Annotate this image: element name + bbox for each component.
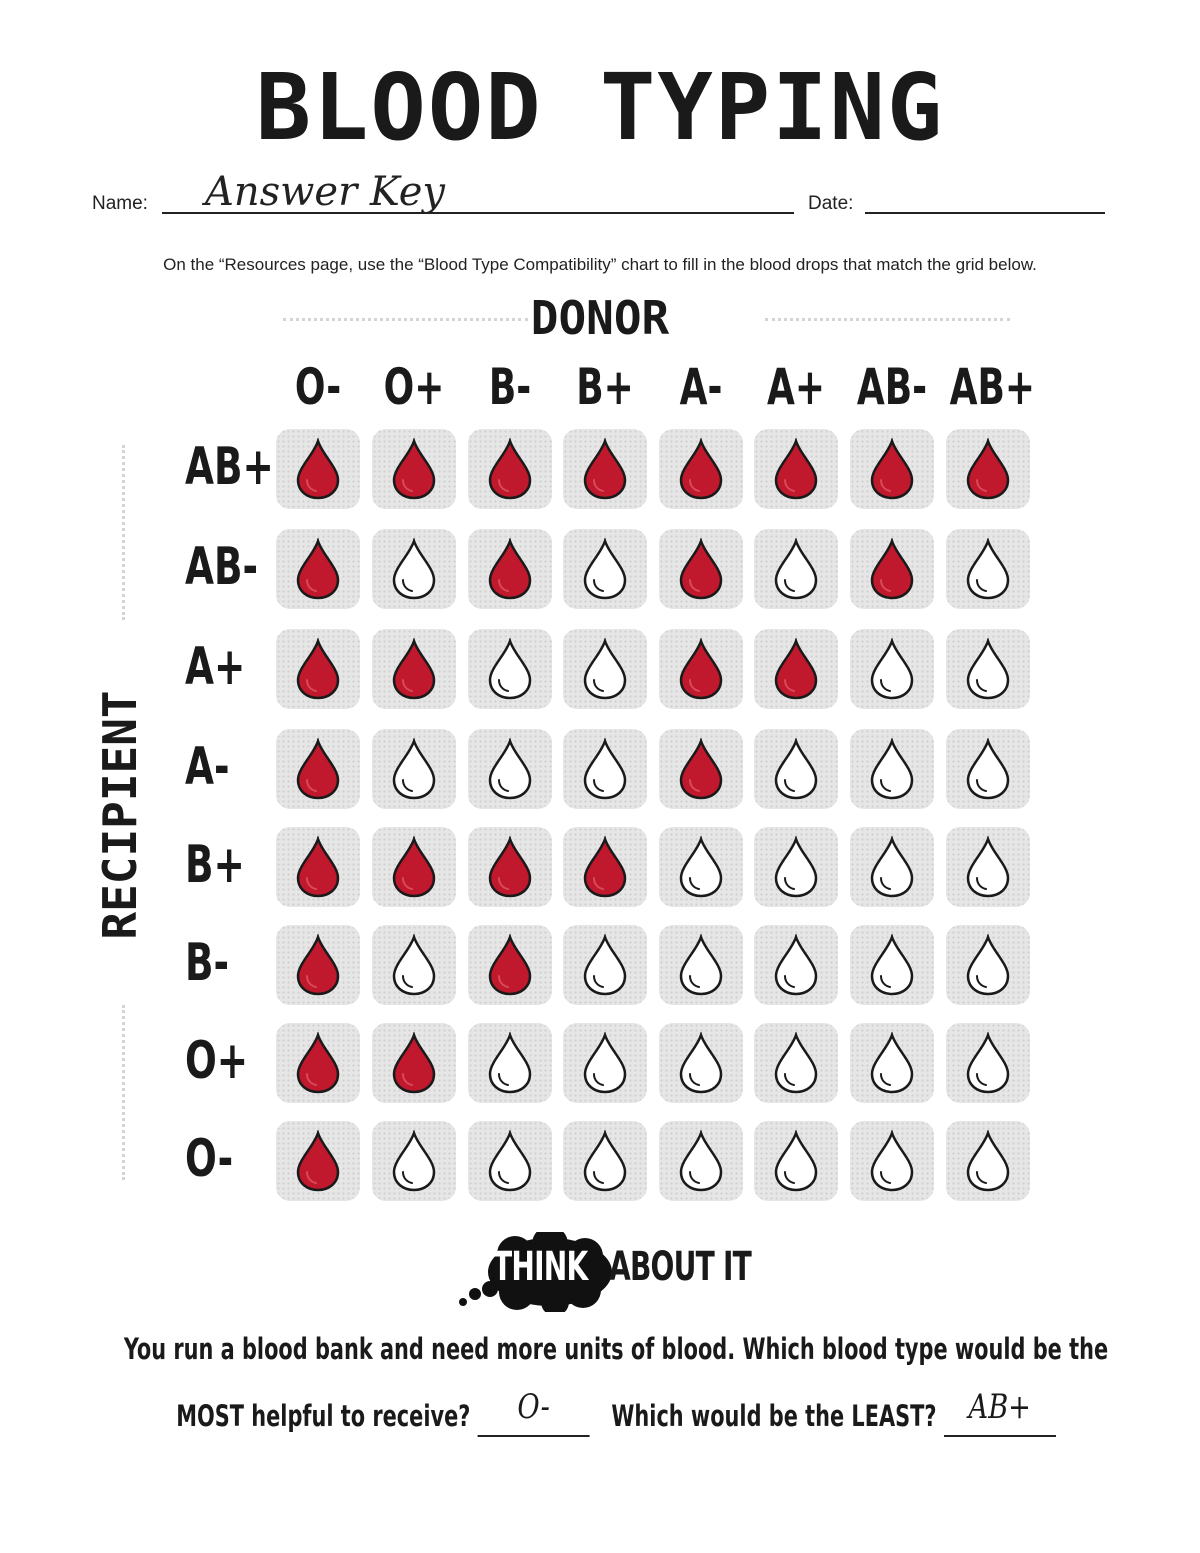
empty-blood-drop-icon: [773, 538, 819, 600]
empty-blood-drop-icon: [869, 638, 915, 700]
empty-blood-drop-icon: [582, 1032, 628, 1094]
blood-drop-cell[interactable]: [563, 1121, 647, 1201]
blood-drop-cell[interactable]: [372, 529, 456, 609]
empty-blood-drop-icon: [582, 934, 628, 996]
blood-drop-cell[interactable]: [659, 1121, 743, 1201]
donor-divider-right: [765, 318, 1010, 321]
blood-drop-cell[interactable]: [563, 1023, 647, 1103]
filled-blood-drop-icon: [295, 438, 341, 500]
donor-type-header: B-: [488, 358, 532, 416]
blood-drop-cell[interactable]: [276, 827, 360, 907]
donor-type-header: A-: [679, 358, 723, 416]
answer-least: AB+: [968, 1387, 1031, 1427]
name-label: Name:: [92, 193, 148, 214]
recipient-type-header: B-: [185, 933, 230, 993]
name-value: Answer Key: [205, 169, 445, 215]
filled-blood-drop-icon: [295, 1130, 341, 1192]
empty-blood-drop-icon: [965, 836, 1011, 898]
empty-blood-drop-icon: [965, 1032, 1011, 1094]
blood-drop-cell[interactable]: [659, 429, 743, 509]
filled-blood-drop-icon: [295, 1032, 341, 1094]
instructions-text: On the “Resources page, use the “Blood Type Compatibility” chart to fill in the blood drops that match the grid below.: [163, 255, 1037, 274]
filled-blood-drop-icon: [678, 538, 724, 600]
recipient-divider-bottom: [122, 1005, 125, 1180]
donor-heading: DONOR: [530, 291, 670, 345]
donor-type-header: AB+: [949, 358, 1036, 416]
blood-drop-cell[interactable]: [946, 827, 1030, 907]
blood-drop-cell[interactable]: [946, 429, 1030, 509]
blood-drop-cell[interactable]: [946, 925, 1030, 1005]
empty-blood-drop-icon: [582, 1130, 628, 1192]
filled-blood-drop-icon: [295, 638, 341, 700]
filled-blood-drop-icon: [869, 538, 915, 600]
filled-blood-drop-icon: [678, 638, 724, 700]
empty-blood-drop-icon: [869, 836, 915, 898]
empty-blood-drop-icon: [678, 1032, 724, 1094]
blood-drop-cell[interactable]: [563, 729, 647, 809]
blood-drop-cell[interactable]: [659, 827, 743, 907]
blood-drop-cell[interactable]: [850, 1023, 934, 1103]
blood-drop-cell[interactable]: [850, 429, 934, 509]
blood-drop-cell[interactable]: [372, 827, 456, 907]
empty-blood-drop-icon: [678, 1130, 724, 1192]
empty-blood-drop-icon: [773, 934, 819, 996]
blood-drop-cell[interactable]: [850, 629, 934, 709]
donor-type-header: B+: [576, 358, 634, 416]
empty-blood-drop-icon: [965, 934, 1011, 996]
empty-blood-drop-icon: [773, 738, 819, 800]
blood-drop-cell[interactable]: [372, 925, 456, 1005]
blood-drop-cell[interactable]: [850, 529, 934, 609]
filled-blood-drop-icon: [391, 638, 437, 700]
empty-blood-drop-icon: [582, 738, 628, 800]
donor-type-header: AB-: [856, 358, 928, 416]
filled-blood-drop-icon: [391, 836, 437, 898]
blood-drop-cell[interactable]: [946, 729, 1030, 809]
blood-drop-cell[interactable]: [754, 729, 838, 809]
empty-blood-drop-icon: [391, 1130, 437, 1192]
recipient-type-header: A-: [185, 737, 230, 797]
blood-drop-cell[interactable]: [276, 729, 360, 809]
recipient-type-header: AB+: [185, 437, 274, 497]
filled-blood-drop-icon: [487, 934, 533, 996]
blood-drop-cell[interactable]: [468, 529, 552, 609]
blood-drop-cell[interactable]: [850, 1121, 934, 1201]
blood-drop-cell[interactable]: [468, 729, 552, 809]
empty-blood-drop-icon: [773, 1130, 819, 1192]
empty-blood-drop-icon: [965, 638, 1011, 700]
empty-blood-drop-icon: [391, 538, 437, 600]
filled-blood-drop-icon: [487, 836, 533, 898]
answer-least-field[interactable]: [944, 1387, 1056, 1437]
blood-drop-cell[interactable]: [754, 1121, 838, 1201]
answer-most: O-: [517, 1387, 550, 1427]
filled-blood-drop-icon: [678, 738, 724, 800]
blood-drop-cell[interactable]: [754, 1023, 838, 1103]
blood-drop-cell[interactable]: [563, 529, 647, 609]
blood-drop-cell[interactable]: [850, 827, 934, 907]
empty-blood-drop-icon: [869, 1130, 915, 1192]
empty-blood-drop-icon: [773, 836, 819, 898]
empty-blood-drop-icon: [582, 538, 628, 600]
blood-drop-cell[interactable]: [468, 1121, 552, 1201]
filled-blood-drop-icon: [391, 438, 437, 500]
filled-blood-drop-icon: [391, 1032, 437, 1094]
empty-blood-drop-icon: [678, 836, 724, 898]
blood-drop-cell[interactable]: [372, 429, 456, 509]
blood-drop-cell[interactable]: [563, 827, 647, 907]
blood-drop-cell[interactable]: [946, 629, 1030, 709]
filled-blood-drop-icon: [487, 538, 533, 600]
empty-blood-drop-icon: [965, 1130, 1011, 1192]
blood-drop-cell[interactable]: [659, 925, 743, 1005]
filled-blood-drop-icon: [582, 836, 628, 898]
empty-blood-drop-icon: [869, 738, 915, 800]
empty-blood-drop-icon: [869, 1032, 915, 1094]
blood-drop-cell[interactable]: [659, 729, 743, 809]
recipient-heading: RECIPIENT: [93, 690, 147, 940]
recipient-type-header: A+: [185, 637, 246, 697]
blood-drop-cell[interactable]: [946, 1023, 1030, 1103]
blood-drop-cell[interactable]: [468, 629, 552, 709]
donor-type-header: O+: [383, 358, 445, 416]
blood-drop-cell[interactable]: [276, 529, 360, 609]
blood-drop-cell[interactable]: [372, 729, 456, 809]
recipient-type-header: O-: [185, 1129, 234, 1189]
donor-type-header: A+: [766, 358, 825, 416]
blood-drop-cell[interactable]: [372, 1121, 456, 1201]
filled-blood-drop-icon: [295, 738, 341, 800]
filled-blood-drop-icon: [773, 438, 819, 500]
blood-drop-cell[interactable]: [946, 1121, 1030, 1201]
blood-drop-cell[interactable]: [754, 827, 838, 907]
blood-drop-cell[interactable]: [659, 629, 743, 709]
blood-drop-cell[interactable]: [563, 429, 647, 509]
blood-drop-cell[interactable]: [659, 529, 743, 609]
worksheet-title: BLOOD TYPING: [255, 54, 945, 161]
filled-blood-drop-icon: [295, 538, 341, 600]
empty-blood-drop-icon: [487, 1032, 533, 1094]
donor-type-header: O-: [294, 358, 342, 416]
filled-blood-drop-icon: [773, 638, 819, 700]
blood-drop-cell[interactable]: [372, 1023, 456, 1103]
blood-drop-cell[interactable]: [276, 925, 360, 1005]
question-most: MOST helpful to receive?: [176, 1399, 471, 1433]
think-about-it-banner: [455, 1232, 755, 1312]
blood-drop-cell[interactable]: [468, 827, 552, 907]
empty-blood-drop-icon: [678, 934, 724, 996]
blood-drop-cell[interactable]: [468, 1023, 552, 1103]
blood-drop-cell[interactable]: [754, 925, 838, 1005]
answer-most-field[interactable]: [478, 1387, 590, 1437]
blood-drop-cell[interactable]: [946, 529, 1030, 609]
empty-blood-drop-icon: [487, 738, 533, 800]
blood-drop-cell[interactable]: [468, 429, 552, 509]
filled-blood-drop-icon: [678, 438, 724, 500]
empty-blood-drop-icon: [582, 638, 628, 700]
empty-blood-drop-icon: [487, 1130, 533, 1192]
empty-blood-drop-icon: [487, 638, 533, 700]
filled-blood-drop-icon: [869, 438, 915, 500]
blood-drop-cell[interactable]: [276, 629, 360, 709]
recipient-type-header: O+: [185, 1031, 249, 1091]
blood-drop-cell[interactable]: [276, 429, 360, 509]
blood-drop-cell[interactable]: [563, 925, 647, 1005]
date-label: Date:: [808, 193, 854, 214]
blood-drop-cell[interactable]: [850, 925, 934, 1005]
filled-blood-drop-icon: [582, 438, 628, 500]
recipient-type-header: B+: [185, 835, 245, 895]
empty-blood-drop-icon: [391, 738, 437, 800]
question-least: Which would be the LEAST?: [611, 1399, 937, 1433]
blood-drop-cell[interactable]: [563, 629, 647, 709]
empty-blood-drop-icon: [391, 934, 437, 996]
blood-drop-cell[interactable]: [468, 925, 552, 1005]
filled-blood-drop-icon: [295, 836, 341, 898]
blood-drop-cell[interactable]: [659, 1023, 743, 1103]
recipient-divider-top: [122, 445, 125, 620]
blood-drop-cell[interactable]: [276, 1023, 360, 1103]
blood-drop-cell[interactable]: [276, 1121, 360, 1201]
recipient-type-header: AB-: [185, 537, 259, 597]
blood-drop-cell[interactable]: [372, 629, 456, 709]
date-field-line[interactable]: [865, 212, 1105, 214]
empty-blood-drop-icon: [965, 538, 1011, 600]
blood-drop-cell[interactable]: [754, 429, 838, 509]
question-line-2: [120, 1387, 1112, 1437]
question-line-1: You run a blood bank and need more units of blood. Which blood type would be the: [123, 1332, 1109, 1366]
empty-blood-drop-icon: [965, 738, 1011, 800]
about-it-label: ABOUT IT: [609, 1244, 752, 1290]
empty-blood-drop-icon: [869, 934, 915, 996]
filled-blood-drop-icon: [965, 438, 1011, 500]
filled-blood-drop-icon: [487, 438, 533, 500]
empty-blood-drop-icon: [773, 1032, 819, 1094]
think-label: THINK: [493, 1244, 588, 1290]
filled-blood-drop-icon: [295, 934, 341, 996]
blood-drop-cell[interactable]: [754, 529, 838, 609]
blood-drop-cell[interactable]: [850, 729, 934, 809]
blood-drop-cell[interactable]: [754, 629, 838, 709]
